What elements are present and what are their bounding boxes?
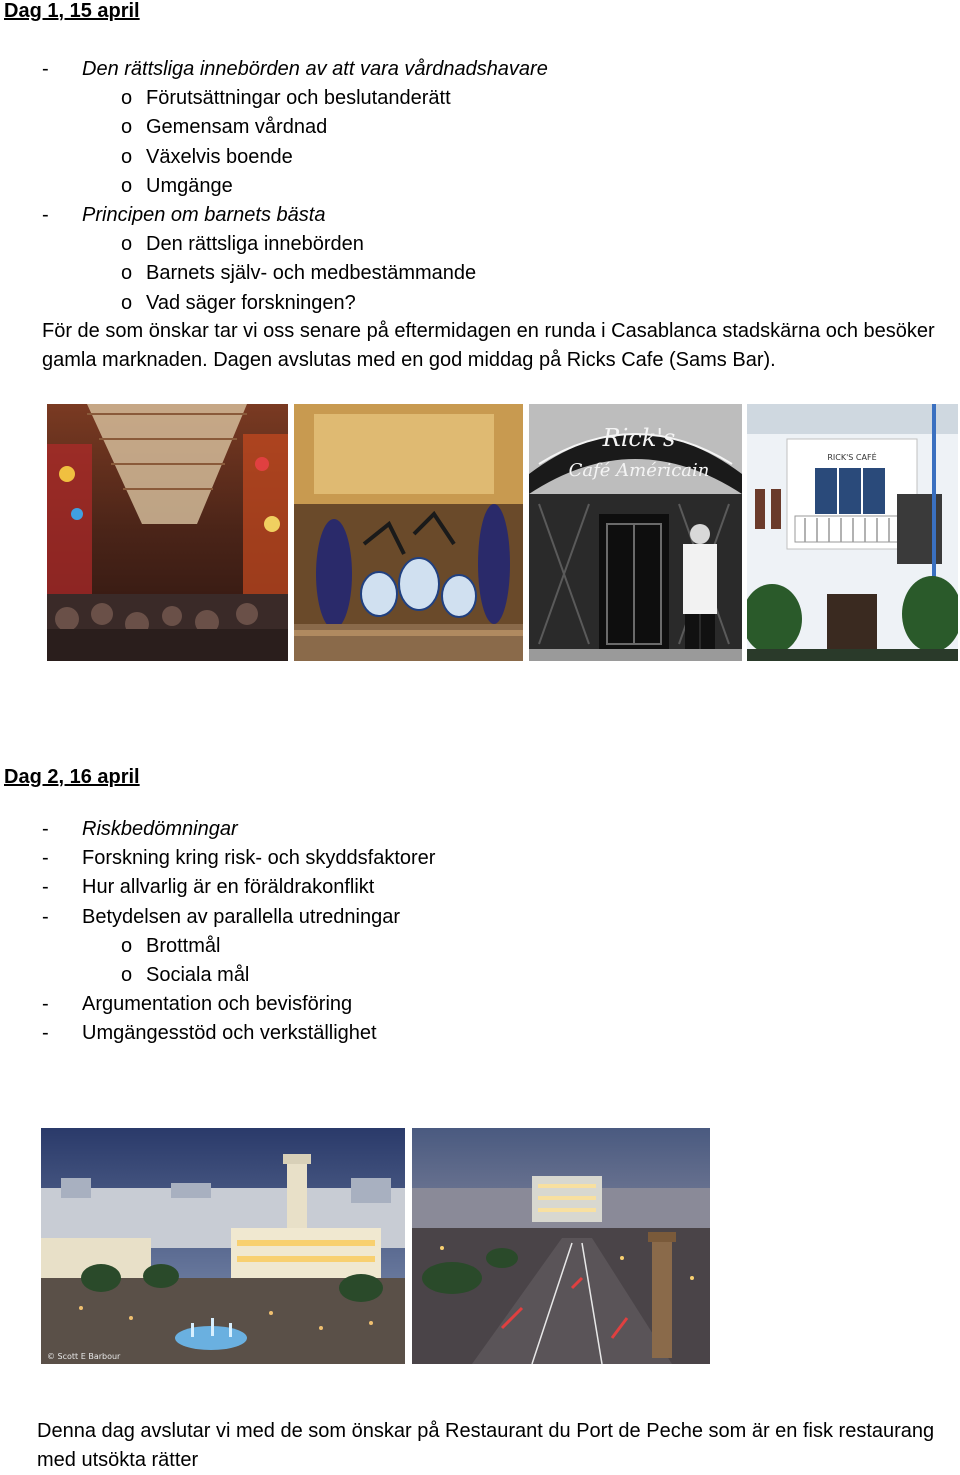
dash-bullet: - — [42, 993, 49, 1016]
day1-paragraph: För de som önskar tar vi oss senare på eftermidagen en runda i Casablanca stadskärna och besöker gamla marknaden. Dagen avslutas med en god middag på Ricks Cafe (Sams Bar). — [42, 320, 935, 371]
agenda-item-text: Umgänge — [146, 174, 233, 197]
circle-bullet: o — [121, 174, 133, 197]
dash-bullet: - — [42, 818, 49, 840]
agenda-item-text: Gemensam vårdnad — [146, 116, 328, 139]
day1-heading: Dag 1, 15 april — [4, 0, 140, 22]
agenda-item-text: Växelvis boende — [146, 145, 293, 168]
dash-bullet: - — [42, 905, 49, 928]
day2-heading: Dag 2, 16 april — [4, 766, 140, 788]
agenda-item-text: Barnets själv- och medbestämmande — [146, 262, 477, 285]
shop-photo — [294, 404, 523, 661]
circle-bullet: o — [121, 145, 133, 168]
agenda-item-text: Betydelsen av parallella utredningar — [82, 905, 400, 928]
agenda-item-text: Umgängesstöd och verkställighet — [82, 1022, 377, 1045]
agenda-item-text: Vad säger forskningen? — [146, 291, 356, 314]
agenda-item-text: Brottmål — [146, 934, 221, 957]
day2-paragraph: Denna dag avslutar vi med de som önskar på Restaurant du Port de Peche som är en fisk restaurang med utsökta rätter — [37, 1420, 935, 1471]
circle-bullet: o — [121, 262, 133, 285]
ricks-sign-line1: Rick's — [602, 424, 676, 452]
market-photo — [47, 404, 288, 661]
agenda-item-text: Den rättsliga innebörden av att vara vårdnadshavare — [82, 58, 548, 80]
dash-bullet: - — [42, 204, 49, 226]
photo-credit: © Scott E Barbour — [47, 1352, 121, 1361]
circle-bullet: o — [121, 233, 133, 256]
ricks-building-sign: RICK'S CAFÉ — [827, 453, 877, 462]
ricks-cafe-photo — [529, 404, 742, 661]
circle-bullet: o — [121, 934, 133, 957]
agenda-item-text: Förutsättningar och beslutanderätt — [146, 87, 451, 110]
circle-bullet: o — [121, 964, 133, 986]
ricks-sign-line2: Café Américain — [568, 460, 710, 481]
agenda-item-text: Hur allvarlig är en föräldrakonflikt — [82, 876, 375, 899]
dash-bullet: - — [42, 847, 49, 870]
agenda-item-text: Argumentation och bevisföring — [82, 993, 353, 1016]
agenda-item-text: Forskning kring risk- och skyddsfaktorer — [82, 847, 436, 870]
ricks-cafe-building-photo — [747, 404, 958, 661]
agenda-item-text: Principen om barnets bästa — [82, 204, 326, 226]
city-traffic-photo — [412, 1128, 710, 1364]
agenda-item-text: Den rättsliga innebörden — [146, 233, 364, 256]
dash-bullet: - — [42, 876, 49, 899]
city-square-photo — [41, 1128, 405, 1364]
agenda-item-text: Riskbedömningar — [82, 818, 238, 840]
agenda-item-text: Sociala mål — [146, 964, 250, 986]
circle-bullet: o — [121, 116, 133, 139]
dash-bullet: - — [42, 58, 49, 80]
dash-bullet: - — [42, 1022, 49, 1045]
circle-bullet: o — [121, 87, 133, 110]
circle-bullet: o — [121, 291, 133, 314]
